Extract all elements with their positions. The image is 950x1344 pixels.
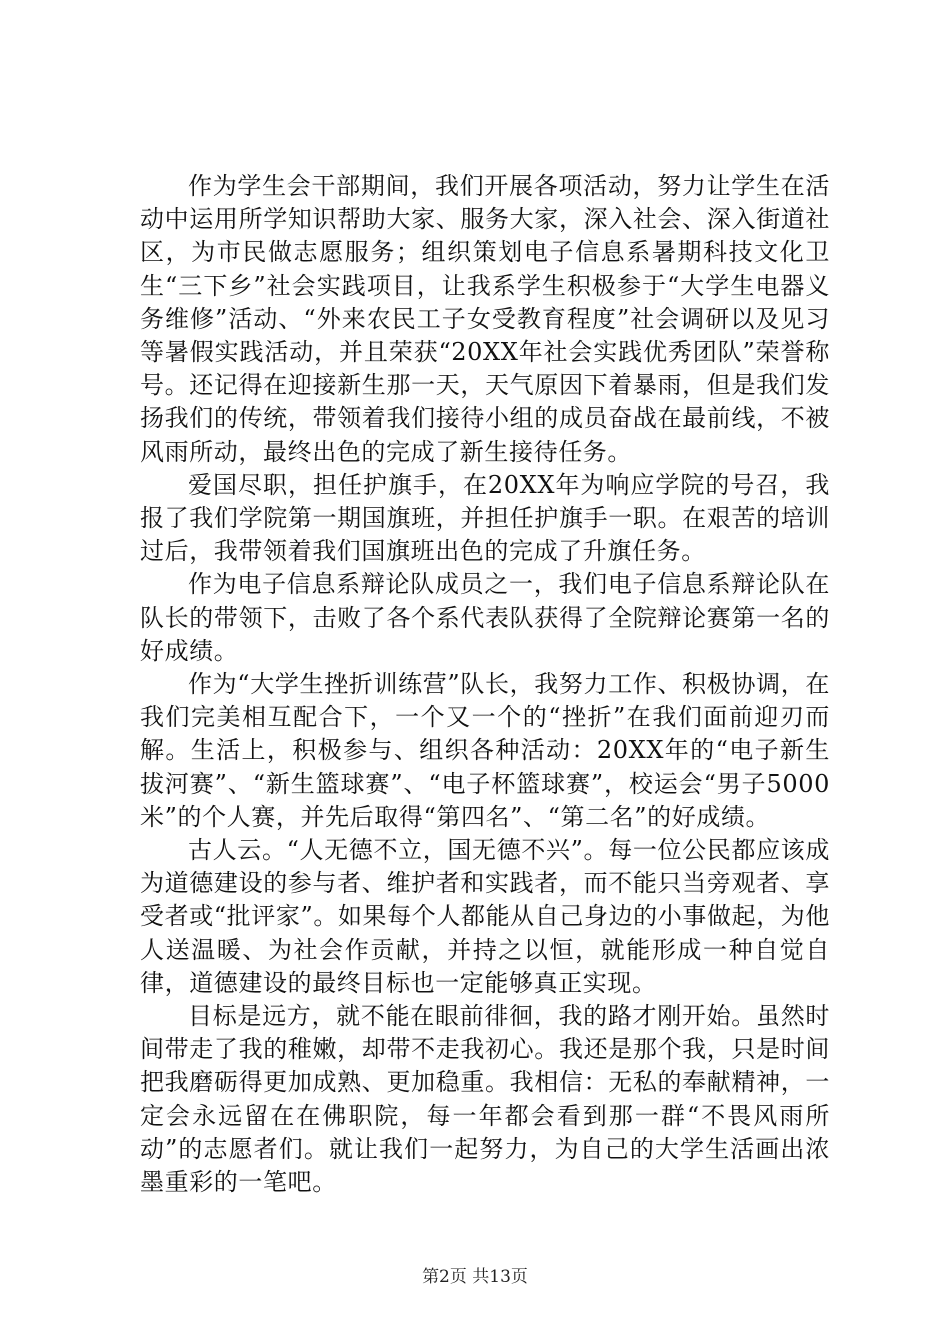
paragraph-debate-team: 作为电子信息系辩论队成员之一，我们电子信息系辩论队在队长的带领下，击败了各个系代表队获得了全院辩论赛第一名的好成绩。 — [140, 570, 830, 665]
paragraph-student-union: 作为学生会干部期间，我们开展各项活动，努力让学生在活动中运用所学知识帮助大家、服务大家，深入社会、深入街道社区，为市民做志愿服务；组织策划电子信息系暑期科技文化卫生“三下乡”社会实践项目，让我系学生积极参于“大学生电器义务维修”活动、“外来农民工子女受教育程度”社会调研以及见习等暑假实践活动，并且荣获“20XX年社会实践优秀团队”荣誉称号。还记得在迎接新生那一天，天气原因下着暴雨，但是我们发扬我们的传统，带领着我们接待小组的成员奋战在最前线，不被风雨所动，最终出色的完成了新生接待任务。 — [140, 172, 830, 466]
page-number-footer: 第2页 共13页 — [422, 1267, 528, 1287]
paragraph-morality: 古人云。“人无德不立，国无德不兴”。每一位公民都应该成为道德建设的参与者、维护者和实践者，而不能只当旁观者、享受者或“批评家”。如果每个人都能从自己身边的小事做起，为他人送温暖、为社会作贡献，并持之以恒，就能形成一种自觉自律，道德建设的最终目标也一定能够真正实现。 — [140, 836, 830, 997]
paragraph-goals: 目标是远方，就不能在眼前徘徊，我的路才刚开始。虽然时间带走了我的稚嫩，却带不走我初心。我还是那个我，只是时间把我磨砺得更加成熟、更加稳重。我相信：无私的奉献精神，一定会永远留在在佛职院，每一年都会看到那一群“不畏风雨所动”的志愿者们。就让我们一起努力，为自己的大学生活画出浓墨重彩的一笔吧。 — [140, 1002, 830, 1197]
document-body — [140, 170, 830, 1199]
paragraph-flag-guard: 爱国尽职，担任护旗手，在20XX年为响应学院的号召，我报了我们学院第一期国旗班，并担任护旗手一职。在艰苦的培训过后，我带领着我们国旗班出色的完成了升旗任务。 — [140, 470, 830, 566]
paragraph-training-camp: 作为“大学生挫折训练营”队长，我努力工作、积极协调，在我们完美相互配合下，一个又一个的“挫折”在我们面前迎刃而解。生活上，积极参与、组织各种活动：20XX年的“电子新生拔河赛”、“新生篮球赛”、“电子杯篮球赛”，校运会“男子5000米”的个人赛，并先后取得“第四名”、“第二名”的好成绩。 — [140, 670, 830, 831]
